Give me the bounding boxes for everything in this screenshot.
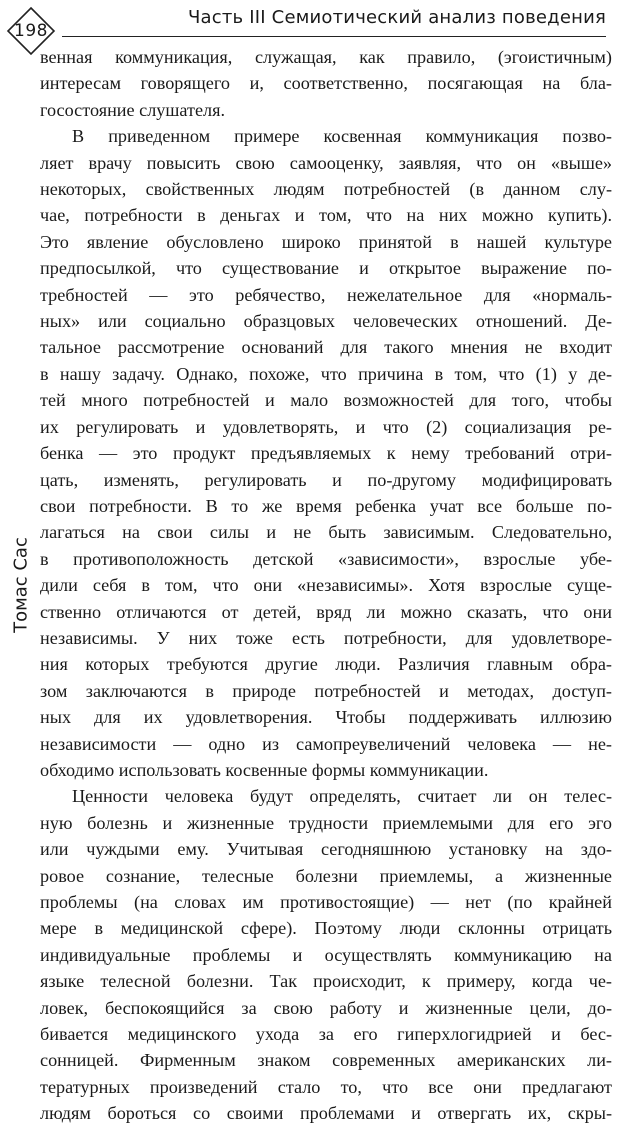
text-line: проблемы (на словах им противостоящие) — нет (по крайней: [40, 892, 612, 912]
text-line: чае, потребности в деньгах и том, что на них можно купить).: [40, 205, 612, 226]
text-line: тей много потребностей и мало возможностей для того, чтобы: [40, 390, 612, 411]
text-line: ния которых требуются другие люди. Различия главным обра-: [40, 654, 612, 675]
text-line: обходимо использовать косвенные формы коммуникации.: [40, 759, 489, 780]
side-author: [6, 530, 36, 640]
text-line: языке телесной болезни. Так происходит, к примеру, когда че-: [40, 971, 612, 992]
text-line: венная коммуникация, служащая, как правило, (эгоистичным): [40, 47, 612, 67]
text-line: людям бороться со своими проблемами и отвергать их, скры-: [40, 1103, 612, 1124]
text-line: ровое сознание, телесные болезни приемлемы, а жизненные: [40, 865, 612, 886]
text-line: свои потребности. В то же время ребенка учат все больше по-: [40, 495, 612, 516]
text-line: ных для их удовлетворения. Чтобы поддерживать иллюзию: [40, 707, 612, 728]
page-number-text: 198: [14, 21, 48, 41]
text-line: ляет врачу повысить свою самооценку, заявляя, что он «выше»: [40, 152, 612, 173]
text-line: госостояние слушателя.: [40, 99, 226, 120]
text-line: Это явление обусловлено широко принятой в нашей культуре: [40, 231, 612, 252]
text-line: или чуждыми ему. Учитывая сегодняшнюю установку на здо-: [40, 839, 612, 860]
text-line: в противоположность детской «зависимости», взрослые убе-: [40, 548, 612, 569]
side-author-text: Томас Сас: [10, 537, 32, 633]
body-text: [40, 44, 612, 1127]
text-line: ловек, беспокоящийся за свою работу и жизненные цели, до-: [40, 997, 612, 1018]
text-line: их регулировать и удовлетворять, и что (2) социализация ре-: [40, 416, 612, 437]
text-line: интересам говорящего и, соответственно, посягающая на бла-: [40, 73, 612, 94]
text-line: зом заключаются в природе потребностей и методах, доступ-: [40, 680, 612, 701]
text-line: независимости — одно из самопреувеличений человека — не-: [40, 733, 612, 754]
text-line: ную болезнь и жизненные трудности приемлемыми для его эго: [40, 812, 612, 833]
text-line: бивается медицинского ухода за его гиперхлогидрией и бес-: [40, 1024, 612, 1045]
text-line: цать, изменять, регулировать и по-другому модифицировать: [40, 469, 612, 490]
text-line: дили себя в том, что они «независимы». Хотя взрослые суще-: [40, 575, 612, 596]
text-line: некоторых, свойственных людям потребностей (в данном слу-: [40, 179, 612, 200]
text-line: тературных произведений стало то, что все они предлагают: [40, 1076, 612, 1097]
text-line: сонницей. Фирменным знаком современных американских ли-: [40, 1050, 612, 1071]
text-line: требностей — это ребячество, нежелательное для «нормаль-: [40, 284, 612, 305]
running-title: Часть III Семиотический анализ поведения: [62, 2, 606, 37]
text-line: бенка — это продукт предъявляемых к нему требований отри-: [40, 443, 612, 464]
text-line: ственно отличаются от детей, вряд ли можно сказать, что они: [40, 601, 612, 622]
text-line: лагаться на свои силы и не быть зависимым. Следовательно,: [40, 522, 612, 543]
text-line: независимы. У них тоже есть потребности, для удовлетворе-: [40, 627, 612, 648]
text-line: мере в медицинской сфере). Поэтому люди склонны отрицать: [40, 918, 612, 939]
text-line: В приведенном примере косвенная коммуникация позво-: [72, 126, 612, 147]
text-line: предпосылкой, что существование и открытое выражение по-: [40, 258, 612, 279]
text-line: Ценности человека будут определять, считает ли он телес-: [72, 786, 612, 807]
text-line: в нашу задачу. Однако, похоже, что причина в том, что (1) у де-: [40, 363, 612, 384]
text-line: ных» или социально образцовых человеческих отношений. Де-: [40, 311, 612, 332]
text-line: индивидуальные проблемы и осуществлять коммуникацию на: [40, 944, 612, 965]
text-line: тальное рассмотрение оснований для такого мнения не входит: [40, 337, 612, 358]
